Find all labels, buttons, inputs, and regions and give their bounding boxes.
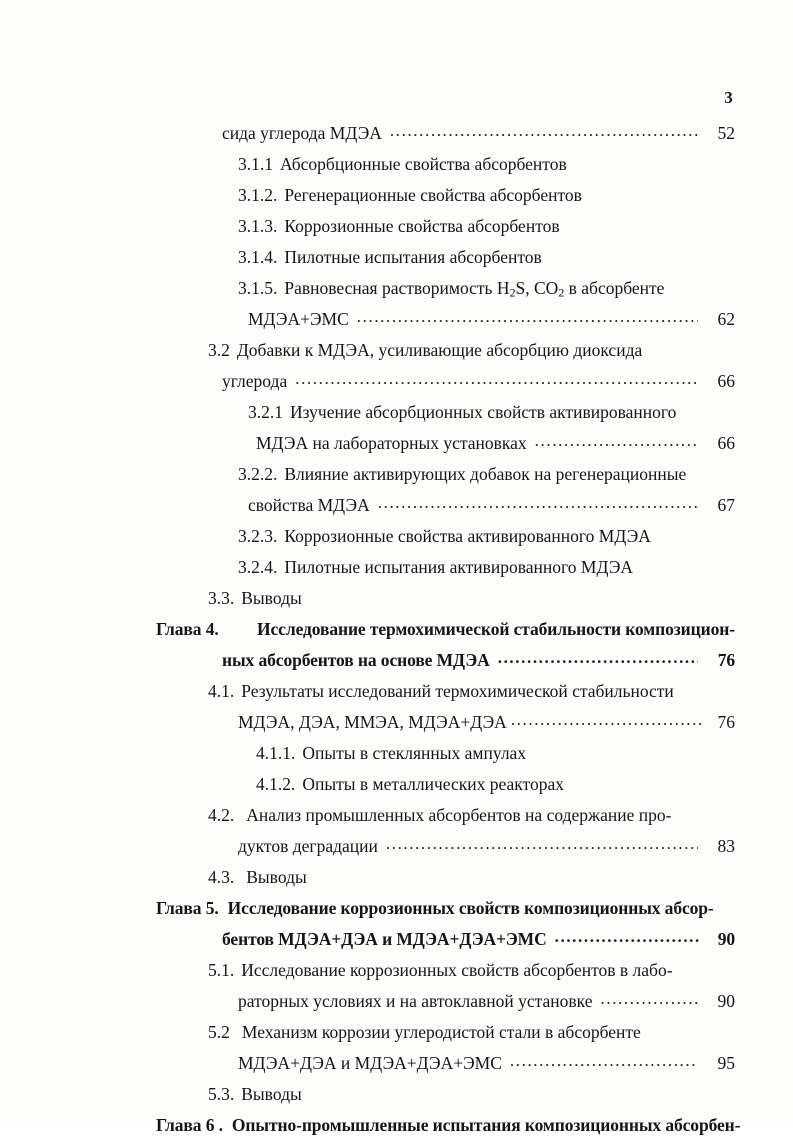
entry-title: Изучение абсорбционных свойств активированного — [290, 402, 677, 422]
section-number: 3.1.1 — [238, 154, 273, 174]
chapter-number: Глава 4. — [156, 619, 219, 639]
toc-entry-line — [0, 1048, 793, 1079]
section-number: 5.1. — [208, 960, 235, 980]
section-number: 5.2 — [208, 1022, 230, 1042]
toc-entry-line — [0, 1017, 793, 1048]
toc-chapter-line — [0, 924, 793, 955]
table-of-contents — [0, 118, 793, 1141]
dot-leader — [498, 642, 698, 673]
toc-entry-line — [0, 1079, 793, 1110]
entry-title-continued: свойства МДЭА — [248, 495, 370, 515]
section-number: 3.3. — [208, 588, 235, 608]
section-number: 3.2.4. — [238, 557, 278, 577]
section-number: 3.2.3. — [238, 526, 278, 546]
section-number: 3.2.1 — [248, 402, 283, 422]
entry-title: Коррозионные свойства активированного МДЭА — [284, 526, 651, 546]
toc-entry-line — [0, 986, 793, 1017]
entry-title-continued: МДЭА+ДЭА и МДЭА+ДЭА+ЭМС — [238, 1053, 502, 1073]
toc-entry-line — [0, 955, 793, 986]
toc-entry-line — [0, 738, 793, 769]
toc-entry-line — [0, 242, 793, 273]
toc-entry-line — [0, 428, 793, 459]
toc-entry-line — [0, 211, 793, 242]
page-number-ref: 90 — [717, 991, 735, 1011]
entry-title-continued: ных абсорбентов на основе МДЭА — [222, 650, 490, 670]
section-number: 4.1. — [208, 681, 235, 701]
section-number: 3.1.5. — [238, 278, 278, 298]
toc-entry-line — [0, 459, 793, 490]
page-number-ref: 76 — [717, 712, 735, 732]
section-number: 5.3. — [208, 1084, 235, 1104]
toc-chapter-line — [0, 614, 793, 645]
dot-leader — [357, 301, 698, 332]
entry-title: Абсорбционные свойства абсорбентов — [280, 154, 567, 174]
entry-title: Влияние активирующих добавок на регенерационные — [284, 464, 687, 484]
toc-entry-line — [0, 490, 793, 521]
toc-entry-line — [0, 583, 793, 614]
entry-title: Исследование коррозионных свойств абсорбентов в лабо- — [241, 960, 673, 980]
chapter-number: Глава 5. — [156, 898, 219, 918]
toc-entry-line — [0, 149, 793, 180]
toc-entry-line — [0, 397, 793, 428]
page-number-ref: 66 — [717, 433, 735, 453]
toc-entry-line — [0, 707, 793, 738]
entry-title: Равновесная растворимость $H_2S$, $CO_2$ в абсорбенте — [284, 278, 665, 300]
section-number: 3.2 — [208, 340, 230, 360]
dot-leader — [295, 363, 698, 394]
section-number: 4.1.2. — [256, 774, 296, 794]
section-number: 4.3. — [208, 867, 235, 887]
entry-title: Выводы — [246, 867, 307, 887]
entry-title: Исследование термохимической стабильности композицион- — [257, 619, 735, 639]
section-number: 4.1.1. — [256, 743, 296, 763]
toc-entry-line — [0, 335, 793, 366]
entry-title-continued: сида углерода МДЭА — [222, 123, 382, 143]
entry-title-continued: бентов МДЭА+ДЭА и МДЭА+ДЭА+ЭМС — [222, 929, 547, 949]
entry-title: Механизм коррозии углеродистой стали в абсорбенте — [241, 1022, 641, 1042]
page-number-ref: 95 — [717, 1053, 735, 1073]
entry-title-continued: раторных условиях и на автоклавной установке — [238, 991, 593, 1011]
entry-title: Исследование коррозионных свойств композиционных абсор- — [227, 898, 714, 918]
section-number: 3.1.4. — [238, 247, 278, 267]
dot-leader — [555, 921, 701, 952]
toc-entry-line — [0, 800, 793, 831]
dot-leader — [511, 704, 702, 735]
entry-title: Регенерационные свойства абсорбентов — [284, 185, 582, 205]
dot-leader — [390, 115, 698, 146]
page-number-ref: 67 — [717, 495, 735, 515]
entry-title-continued: дуктов деградации — [238, 836, 378, 856]
toc-entry-line — [0, 118, 793, 149]
entry-title: Пилотные испытания активированного МДЭА — [284, 557, 634, 577]
toc-entry-line — [0, 521, 793, 552]
section-number: 3.2.2. — [238, 464, 278, 484]
chapter-number: Глава 6 . — [156, 1115, 223, 1135]
entry-title-continued: МДЭА+ЭМС — [248, 309, 349, 329]
toc-entry-line — [0, 180, 793, 211]
dot-leader — [378, 487, 698, 518]
entry-title: Пилотные испытания абсорбентов — [284, 247, 542, 267]
toc-chapter-line — [0, 893, 793, 924]
toc-entry-line — [0, 676, 793, 707]
toc-chapter-line — [0, 1110, 793, 1141]
entry-title: Выводы — [241, 1084, 302, 1104]
toc-entry-line — [0, 552, 793, 583]
toc-entry-line — [0, 769, 793, 800]
page-number-ref: 52 — [717, 123, 735, 143]
entry-title: Опыты в металлических реакторах — [302, 774, 564, 794]
dot-leader — [535, 425, 698, 456]
page-number-ref: 66 — [717, 371, 735, 391]
entry-title-continued: углерода — [222, 371, 288, 391]
toc-entry-line — [0, 862, 793, 893]
page-number-ref: 90 — [717, 929, 735, 949]
section-number: 3.1.3. — [238, 216, 278, 236]
entry-title: Результаты исследований термохимической стабильности — [241, 681, 674, 701]
toc-chapter-line — [0, 645, 793, 676]
section-number: 3.1.2. — [238, 185, 278, 205]
dot-leader — [601, 983, 701, 1014]
entry-title-continued: МДЭА, ДЭА, ММЭА, МДЭА+ДЭА — [238, 712, 507, 732]
toc-entry-line — [0, 366, 793, 397]
page-number-ref: 62 — [717, 309, 735, 329]
dot-leader — [386, 828, 698, 859]
page-number: 3 — [724, 88, 733, 107]
entry-title: Анализ промышленных абсорбентов на содержание про- — [246, 805, 672, 825]
entry-title: Опыты в стеклянных ампулах — [302, 743, 527, 763]
toc-entry-line — [0, 831, 793, 862]
toc-entry-line — [0, 304, 793, 335]
section-number: 4.2. — [208, 805, 235, 825]
entry-title: Добавки к МДЭА, усиливающие абсорбцию диоксида — [236, 340, 643, 360]
page-number-ref: 76 — [717, 650, 735, 670]
page-number-ref: 83 — [717, 836, 735, 856]
entry-title: Опытно-промышленные испытания композиционных абсорбен- — [231, 1115, 741, 1135]
toc-entry-line — [0, 273, 793, 304]
dot-leader — [510, 1045, 698, 1076]
entry-title: Выводы — [241, 588, 302, 608]
entry-title-continued: МДЭА на лабораторных установках — [256, 433, 527, 453]
entry-title: Коррозионные свойства абсорбентов — [284, 216, 560, 236]
